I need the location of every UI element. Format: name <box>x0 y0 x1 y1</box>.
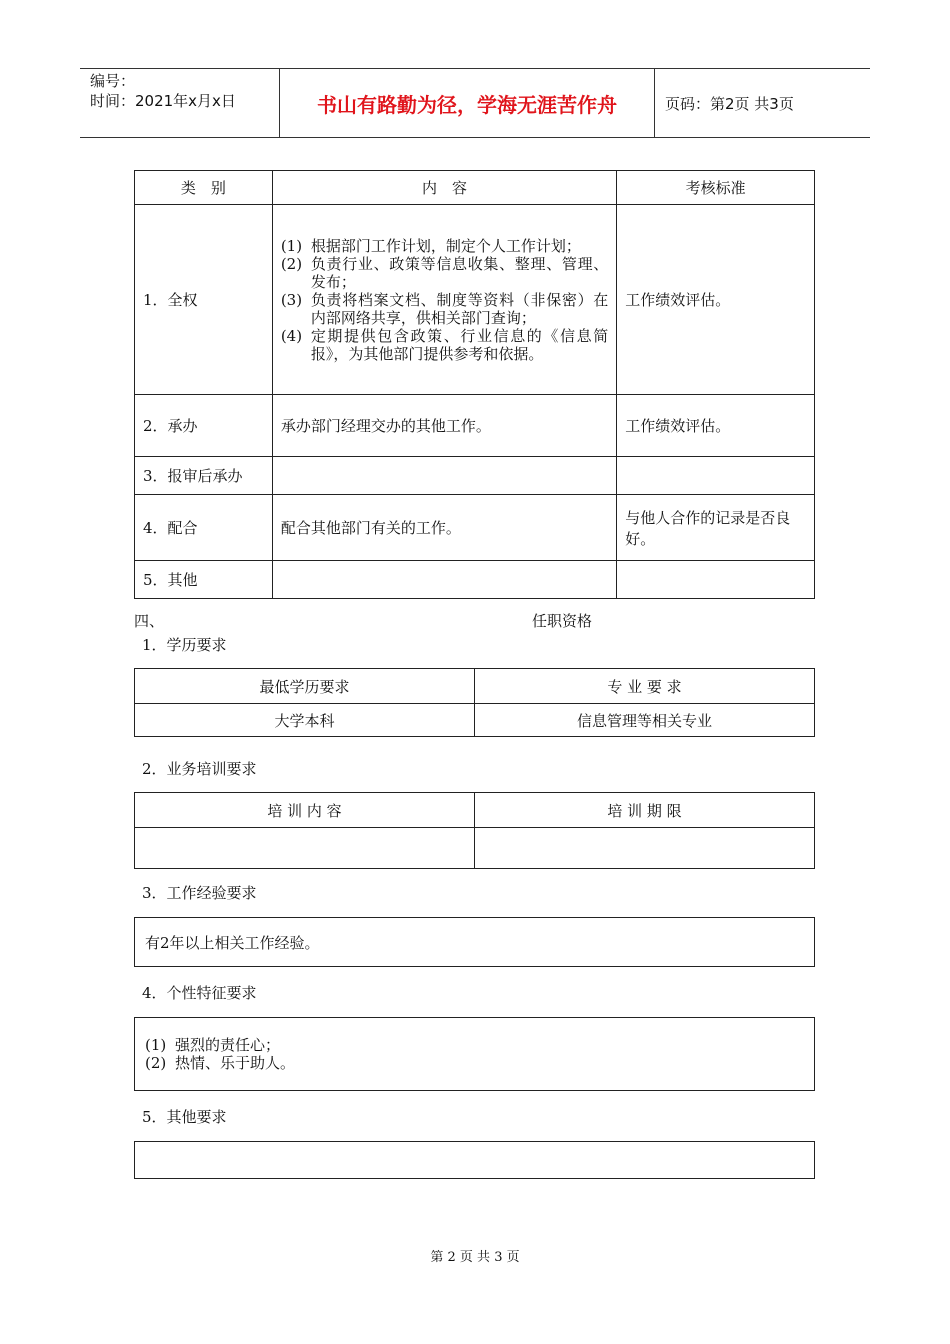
item-text: 热情、乐于助人。 <box>175 1054 296 1072</box>
section-number: 四、 <box>134 612 165 630</box>
table-header-row <box>135 171 815 205</box>
education-table <box>134 668 815 737</box>
major-value: 信息管理等相关专业 <box>475 704 815 737</box>
min-education-value: 大学本科 <box>135 704 475 737</box>
training-title: 2．业务培训要求 <box>142 760 257 778</box>
table-row <box>135 495 815 561</box>
row-category: 3．报审后承办 <box>135 457 273 495</box>
item-number: (2) <box>145 1054 167 1072</box>
header-training-period: 培 训 期 限 <box>475 793 815 828</box>
training-table <box>134 792 815 869</box>
row-content: 承办部门经理交办的其他工作。 <box>272 395 616 457</box>
header-min-education: 最低学历要求 <box>135 669 475 704</box>
header-training-content: 培 训 内 容 <box>135 793 475 828</box>
page-header <box>80 68 870 138</box>
personality-title: 4．个性特征要求 <box>142 984 257 1002</box>
row-standard: 与他人合作的记录是否良好。 <box>617 495 815 561</box>
item-number: (1) <box>280 236 303 255</box>
row-standard: 工作绩效评估。 <box>617 205 815 395</box>
header-standard: 考核标准 <box>617 171 815 205</box>
time-label: 时间：2021年x月x日 <box>90 92 236 110</box>
section-title: 任职资格 <box>532 612 593 630</box>
table-row <box>135 457 815 495</box>
list-item <box>281 327 608 363</box>
list-item <box>145 1036 814 1054</box>
experience-text: 有2年以上相关工作经验。 <box>145 934 320 952</box>
experience-title: 3．工作经验要求 <box>142 884 257 902</box>
item-text: 强烈的责任心； <box>175 1036 281 1054</box>
item-text: 根据部门工作计划，制定个人工作计划； <box>310 236 581 255</box>
list-item <box>281 255 608 291</box>
row-category: 4．配合 <box>135 495 273 561</box>
personality-list <box>145 1036 814 1072</box>
table-row <box>135 395 815 457</box>
duties-table <box>134 170 815 599</box>
row-standard <box>617 457 815 495</box>
item-number: (4) <box>280 326 303 345</box>
table-row <box>135 561 815 599</box>
table-row <box>135 704 815 737</box>
duty-list <box>281 237 608 363</box>
list-item <box>281 291 608 327</box>
item-text: 负责将档案文档、制度等资料（非保密）在内部网络共享，供相关部门查询； <box>310 290 609 327</box>
other-title: 5．其他要求 <box>142 1108 227 1126</box>
item-number: (1) <box>145 1036 167 1054</box>
row-category: 2．承办 <box>135 395 273 457</box>
row-standard <box>617 561 815 599</box>
header-content: 内 容 <box>272 171 616 205</box>
table-header-row <box>135 669 815 704</box>
table-row <box>135 828 815 869</box>
header-category: 类 别 <box>135 171 273 205</box>
table-header-row <box>135 793 815 828</box>
row-content: 配合其他部门有关的工作。 <box>272 495 616 561</box>
education-title: 1．学历要求 <box>142 636 227 654</box>
row-content <box>272 205 616 395</box>
row-category: 5．其他 <box>135 561 273 599</box>
experience-box <box>134 917 815 967</box>
item-number: (3) <box>280 290 303 309</box>
code-label: 编号： <box>90 72 136 90</box>
header-major: 专 业 要 求 <box>475 669 815 704</box>
table-row <box>135 205 815 395</box>
list-item <box>145 1054 814 1072</box>
row-category: 1．全权 <box>135 205 273 395</box>
row-content <box>272 561 616 599</box>
header-meta <box>80 69 280 137</box>
other-box <box>134 1141 815 1179</box>
page-label: 页码：第2页 共3页 <box>665 94 794 113</box>
item-number: (2) <box>280 254 303 273</box>
item-text: 负责行业、政策等信息收集、整理、管理、发布； <box>310 254 609 291</box>
training-period-value <box>475 828 815 869</box>
list-item <box>281 237 608 255</box>
row-standard: 工作绩效评估。 <box>617 395 815 457</box>
training-content-value <box>135 828 475 869</box>
page-footer: 第 2 页 共 3 页 <box>430 1250 520 1265</box>
personality-box <box>134 1017 815 1091</box>
item-text: 定期提供包含政策、行业信息的《信息简报》，为其他部门提供参考和依据。 <box>310 326 609 363</box>
motto: 书山有路勤为径，学海无涯苦作舟 <box>280 69 655 137</box>
row-content <box>272 457 616 495</box>
